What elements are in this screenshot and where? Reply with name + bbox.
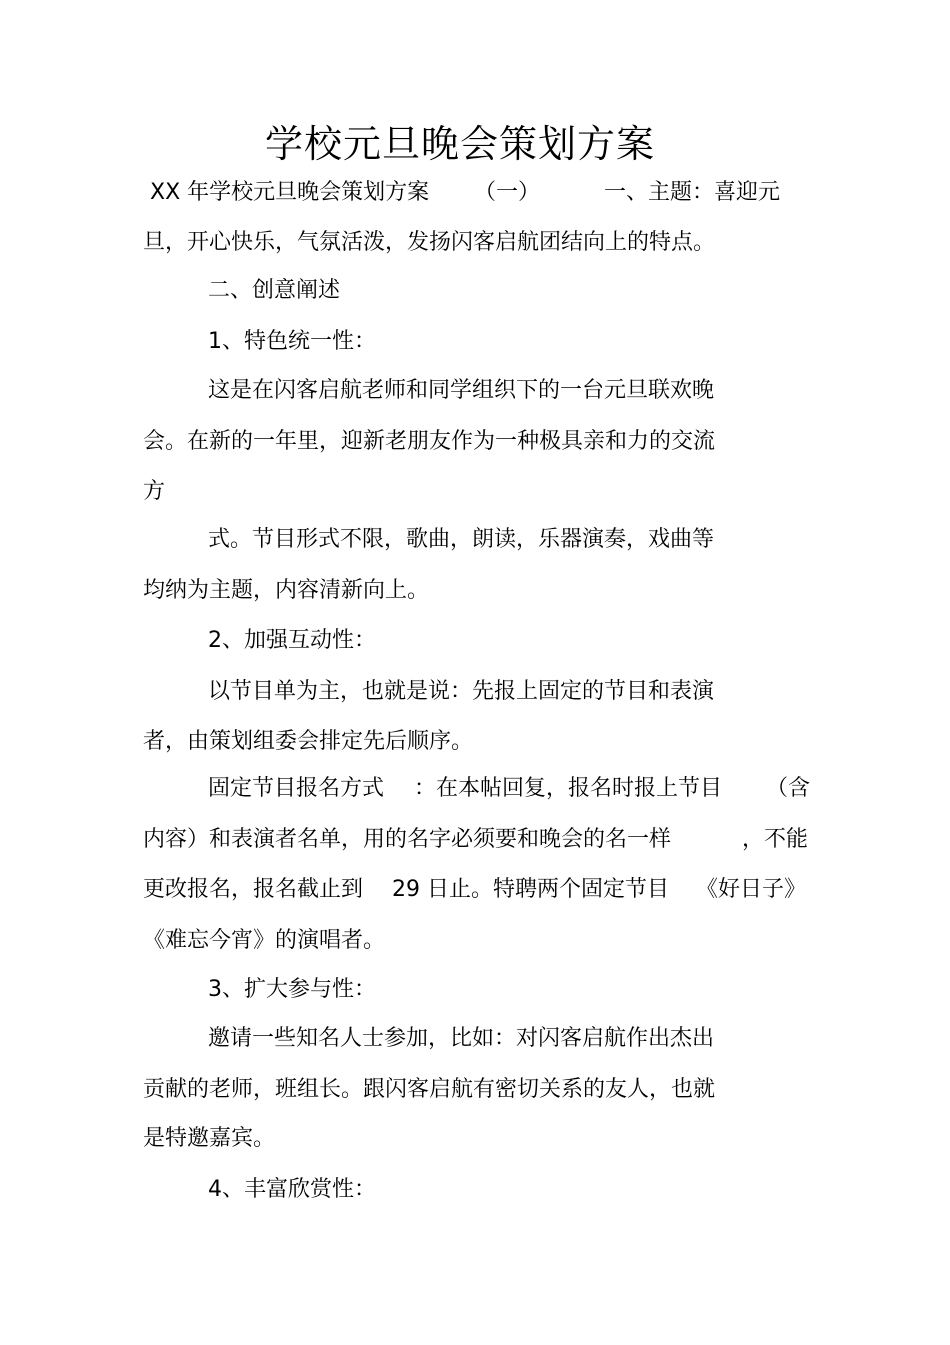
section-heading: 二、创意阐述	[208, 278, 341, 303]
text-line: 是特邀嘉宾。	[143, 1126, 276, 1151]
text-line: 者，由策划组委会排定先后顺序。	[143, 729, 474, 754]
line-segment: 一、主题：喜迎元	[604, 180, 781, 205]
text-line: 式。节目形式不限，歌曲，朗读，乐器演奏，戏曲等	[208, 527, 715, 552]
text-line: 以节目单为主，也就是说：先报上固定的节目和表演	[208, 679, 715, 704]
line-segment: （一）	[474, 180, 541, 205]
line-segment: 《好日子》	[696, 877, 807, 902]
line-segment: 内容）和表演者名单，用的名字必须要和晚会的名一样	[143, 827, 672, 852]
text-line: 《难忘今宵》的演唱者。	[143, 928, 386, 953]
text-line: 旦，开心快乐，气氛活泼，发扬闪客启航团结向上的特点。	[143, 230, 716, 255]
line-segment: ：在本帖回复，报名时报上节目	[414, 776, 723, 801]
text-line: 方	[143, 479, 166, 504]
subsection-heading: 1、特色统一性：	[208, 329, 376, 354]
page-title: 学校元旦晚会策划方案	[264, 122, 655, 166]
text-line: 这是在闪客启航老师和同学组织下的一台元旦联欢晚	[208, 378, 715, 403]
text-line: 会。在新的一年里，迎新老朋友作为一种极具亲和力的交流	[143, 429, 716, 454]
text-line: 均纳为主题，内容清新向上。	[143, 578, 430, 603]
text-line: 贡献的老师，班组长。跟闪客启航有密切关系的友人，也就	[143, 1077, 716, 1102]
line-segment: 更改报名，报名截止到	[143, 877, 364, 902]
text-line: 邀请一些知名人士参加，比如：对闪客启航作出杰出	[208, 1026, 715, 1051]
subsection-heading: 3、扩大参与性：	[208, 977, 376, 1002]
line-segment: XX 年学校元旦晚会策划方案	[150, 180, 430, 205]
line-segment: 固定节目报名方式	[208, 776, 385, 801]
line-segment: 29 日止。特聘两个固定节目	[392, 877, 669, 902]
line-segment: （含	[766, 776, 811, 801]
subsection-heading: 2、加强互动性：	[208, 628, 376, 653]
subsection-heading: 4、丰富欣赏性：	[208, 1177, 376, 1202]
line-segment: ，不能	[742, 827, 809, 852]
